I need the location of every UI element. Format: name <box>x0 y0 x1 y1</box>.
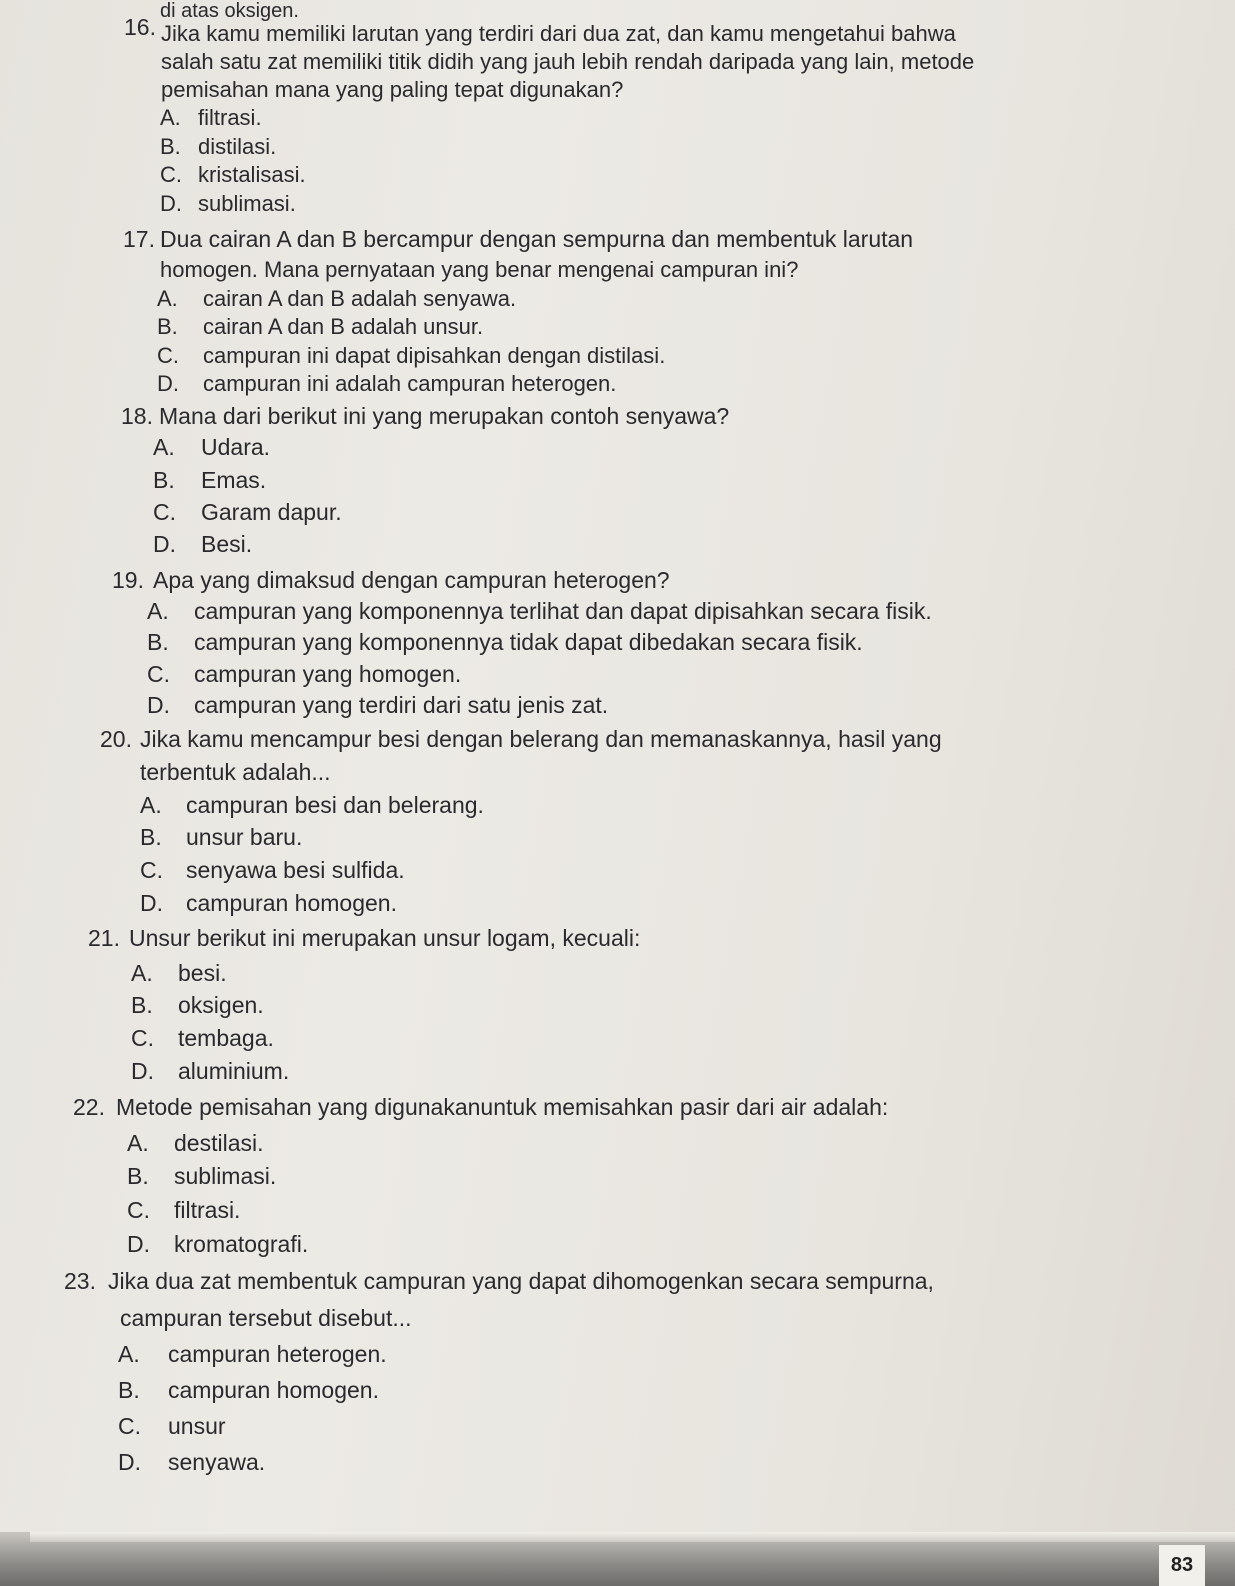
question-number: 19. <box>112 567 144 593</box>
option-letter: A. <box>131 960 153 986</box>
option-letter: A. <box>160 105 181 130</box>
option-letter: C. <box>118 1413 141 1439</box>
question-text: pemisahan mana yang paling tepat digunakan? <box>161 77 624 102</box>
question-number: 20. <box>100 726 132 752</box>
option-text: campuran ini dapat dipisahkan dengan distilasi. <box>203 343 666 368</box>
question-text: Metode pemisahan yang digunakanuntuk memisahkan pasir dari air adalah: <box>116 1094 889 1120</box>
option-letter: C. <box>153 499 176 525</box>
option-text: campuran yang komponennya terlihat dan dapat dipisahkan secara fisik. <box>194 598 932 624</box>
option-letter: D. <box>153 531 176 557</box>
option-letter: D. <box>157 371 179 396</box>
option-letter: D. <box>140 890 163 916</box>
question-text: salah satu zat memiliki titik didih yang jauh lebih rendah daripada yang lain, metode <box>161 49 975 74</box>
option-text: Besi. <box>201 531 253 557</box>
option-text: sublimasi. <box>198 191 296 216</box>
question-text: campuran tersebut disebut... <box>120 1305 412 1331</box>
option-text: campuran heterogen. <box>168 1341 387 1367</box>
option-letter: C. <box>160 162 182 187</box>
option-letter: C. <box>140 857 163 883</box>
page-number: 83 <box>1159 1545 1205 1586</box>
question-text: Jika dua zat membentuk campuran yang dapat dihomogenkan secara sempurna, <box>108 1268 934 1294</box>
option-text: destilasi. <box>174 1130 264 1156</box>
option-text: filtrasi. <box>174 1197 241 1223</box>
option-text: campuran yang terdiri dari satu jenis zat. <box>194 692 609 718</box>
question-text: Jika kamu mencampur besi dengan belerang dan memanaskannya, hasil yang <box>140 726 942 752</box>
question-number: 23. <box>64 1268 96 1294</box>
option-text: campuran yang homogen. <box>194 661 462 687</box>
option-text: tembaga. <box>178 1025 274 1051</box>
previous-option-fragment: di atas oksigen. <box>160 0 299 22</box>
option-text: distilasi. <box>198 134 277 159</box>
question-text: terbentuk adalah... <box>140 759 331 785</box>
option-letter: D. <box>160 191 182 216</box>
option-letter: A. <box>127 1130 149 1156</box>
option-text: besi. <box>178 960 227 986</box>
option-text: sublimasi. <box>174 1163 277 1189</box>
option-letter: A. <box>140 792 162 818</box>
question-text: Mana dari berikut ini yang merupakan contoh senyawa? <box>159 403 730 429</box>
option-letter: B. <box>131 992 153 1018</box>
option-text: unsur baru. <box>186 824 303 850</box>
question-text: homogen. Mana pernyataan yang benar mengenai campuran ini? <box>160 257 799 282</box>
option-text: campuran yang komponennya tidak dapat dibedakan secara fisik. <box>194 629 863 655</box>
option-letter: C. <box>157 343 179 368</box>
option-text: oksigen. <box>178 992 264 1018</box>
option-letter: D. <box>147 692 170 718</box>
question-text: Jika kamu memiliki larutan yang terdiri dari dua zat, dan kamu mengetahui bahwa <box>161 21 956 46</box>
option-letter: C. <box>127 1197 150 1223</box>
option-text: kromatografi. <box>174 1231 309 1257</box>
option-text: unsur <box>168 1413 226 1439</box>
option-letter: C. <box>147 661 170 687</box>
option-letter: B. <box>127 1163 149 1189</box>
option-letter: A. <box>147 598 169 624</box>
option-text: kristalisasi. <box>198 162 306 187</box>
option-text: Udara. <box>201 434 271 460</box>
option-text: cairan A dan B adalah unsur. <box>203 314 484 339</box>
option-text: Garam dapur. <box>201 499 342 525</box>
option-letter: A. <box>118 1341 140 1367</box>
option-letter: B. <box>147 629 169 655</box>
question-number: 21. <box>88 925 120 951</box>
option-text: senyawa. <box>168 1449 266 1475</box>
option-text: Emas. <box>201 467 267 493</box>
question-number: 17. <box>123 226 155 252</box>
option-letter: A. <box>157 286 178 311</box>
option-letter: C. <box>131 1025 154 1051</box>
option-text: campuran homogen. <box>168 1377 379 1403</box>
option-text: senyawa besi sulfida. <box>186 857 405 883</box>
option-letter: D. <box>127 1231 150 1257</box>
option-text: aluminium. <box>178 1058 290 1084</box>
option-letter: B. <box>160 134 181 159</box>
option-text: cairan A dan B adalah senyawa. <box>203 286 517 311</box>
question-text: Dua cairan A dan B bercampur dengan sempurna dan membentuk larutan <box>160 226 914 252</box>
option-letter: A. <box>153 434 175 460</box>
option-text: campuran besi dan belerang. <box>186 792 484 818</box>
question-text: Apa yang dimaksud dengan campuran heterogen? <box>153 567 670 593</box>
option-letter: B. <box>118 1377 140 1403</box>
option-letter: D. <box>131 1058 154 1084</box>
option-letter: B. <box>157 314 178 339</box>
question-number: 22. <box>73 1094 105 1120</box>
option-letter: B. <box>140 824 162 850</box>
question-number: 18. <box>121 403 153 429</box>
option-text: campuran homogen. <box>186 890 397 916</box>
option-letter: B. <box>153 467 175 493</box>
page-bottom-edge <box>0 1532 1235 1586</box>
question-number: 16. <box>124 14 156 40</box>
option-text: filtrasi. <box>198 105 262 130</box>
option-text: campuran ini adalah campuran heterogen. <box>203 371 617 396</box>
question-text: Unsur berikut ini merupakan unsur logam, kecuali: <box>129 925 641 951</box>
option-letter: D. <box>118 1449 141 1475</box>
